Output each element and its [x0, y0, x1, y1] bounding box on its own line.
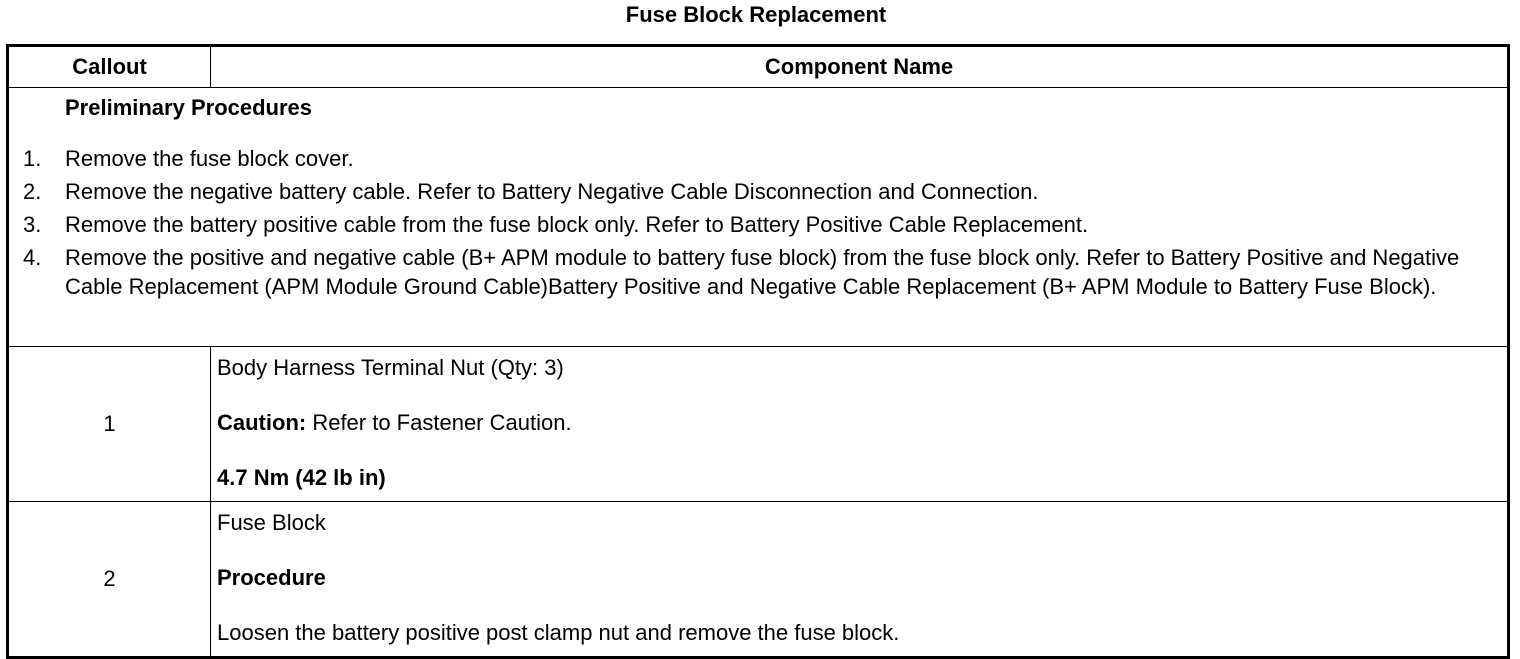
procedure-label: Procedure — [217, 565, 326, 590]
step-number: 4. — [23, 245, 42, 270]
preliminary-steps-list — [23, 144, 1499, 301]
callout-number: 2 — [8, 502, 211, 658]
preliminary-cell — [8, 88, 1509, 347]
component-name: Fuse Block — [217, 510, 326, 535]
list-item — [23, 210, 1499, 240]
table-row — [8, 502, 1509, 658]
component-name: Body Harness Terminal Nut (Qty: 3) — [217, 355, 564, 380]
step-text: Remove the fuse block cover. — [65, 146, 354, 171]
step-text: Remove the battery positive cable from the fuse block only. Refer to Battery Positive Cable Replacement. — [65, 212, 1089, 237]
list-item — [23, 144, 1499, 174]
torque-spec: 4.7 Nm (42 lb in) — [217, 465, 386, 490]
caution-label: Caution: — [217, 410, 307, 435]
step-number: 1. — [23, 146, 42, 171]
component-cell — [211, 502, 1509, 658]
table-header-row — [8, 46, 1509, 88]
table-row — [8, 347, 1509, 502]
caution-text: Refer to Fastener Caution. — [306, 410, 572, 435]
preliminary-heading: Preliminary Procedures — [65, 95, 313, 120]
caution-note — [217, 406, 1501, 440]
page-title: Fuse Block Replacement — [625, 2, 887, 27]
step-number: 2. — [23, 179, 42, 204]
list-item — [23, 243, 1499, 301]
list-item — [23, 177, 1499, 207]
step-text: Remove the negative battery cable. Refer to Battery Negative Cable Disconnection and Connection. — [65, 179, 1039, 204]
procedure-text: Loosen the battery positive post clamp nut and remove the fuse block. — [217, 620, 900, 645]
procedure-table — [6, 44, 1510, 659]
step-text: Remove the positive and negative cable (B+ APM module to battery fuse block) from the fuse block only. Refer to Battery Positive and Negative Cable Replacement (APM Module Ground Cable)Battery Positive and Negative Cable Replacement (B+ APM Module to Battery Fuse Block). — [65, 245, 1460, 299]
preliminary-row — [8, 88, 1509, 347]
callout-number: 1 — [8, 347, 211, 502]
step-number: 3. — [23, 212, 42, 237]
component-cell — [211, 347, 1509, 502]
column-header-component-name: Component Name — [211, 46, 1509, 88]
column-header-callout: Callout — [8, 46, 211, 88]
